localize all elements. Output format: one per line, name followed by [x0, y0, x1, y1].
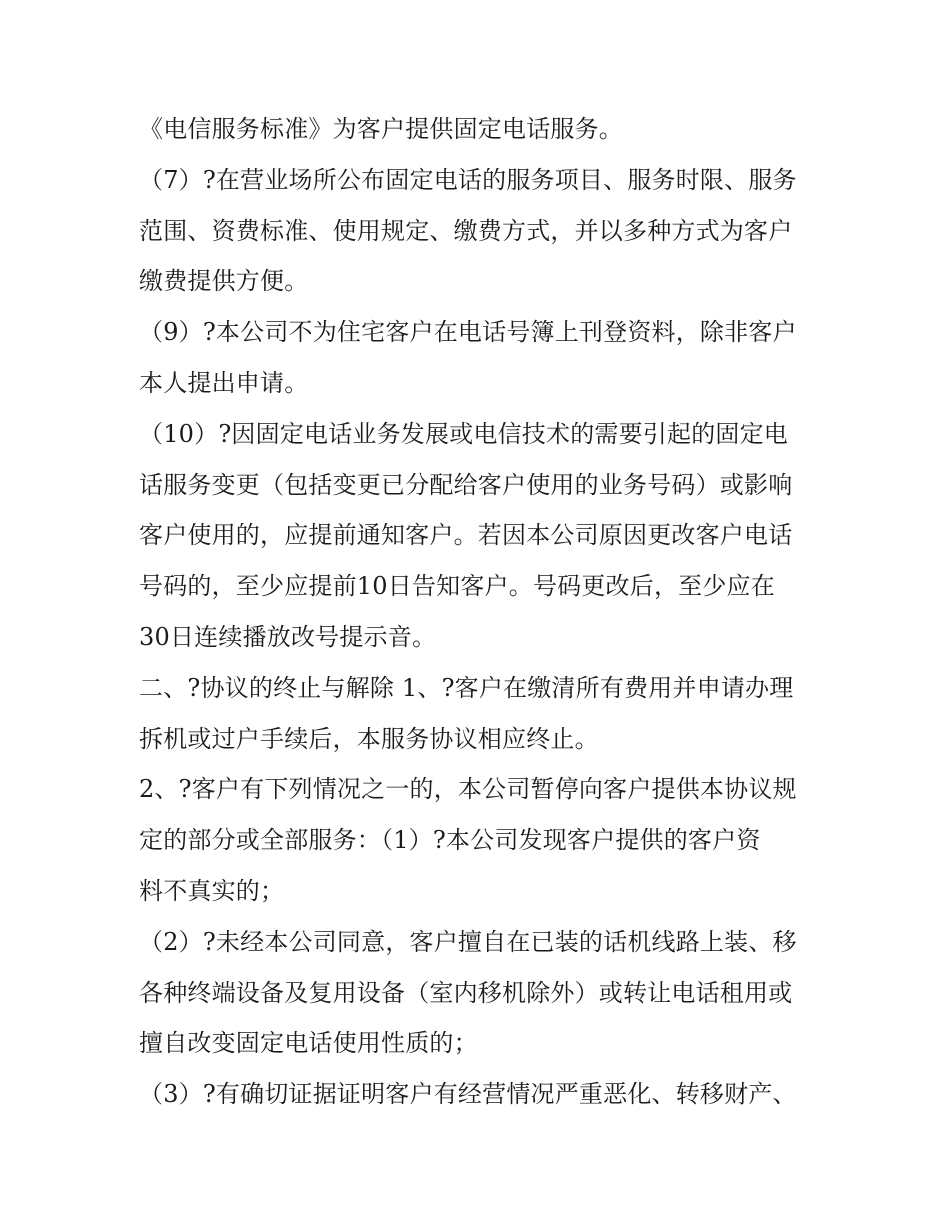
- text-line: 定的部分或全部服务：（1）?本公司发现客户提供的客户资: [139, 826, 761, 855]
- text-line: 拆机或过户手续后，本服务协议相应终止。: [139, 724, 599, 753]
- text-line: （10）?因固定电话业务发展或电信技术的需要引起的固定电: [139, 419, 789, 448]
- text-line: （2）?未经本公司同意，客户擅自在已装的话机线路上装、移: [139, 927, 797, 956]
- text-line: 二、?协议的终止与解除 1、?客户在缴清所有费用并申请办理: [139, 673, 794, 702]
- text-line: 《电信服务标准》为客户提供固定电话服务。: [139, 115, 623, 143]
- text-line: 各种终端设备及复用设备（室内移机除外）或转让电话租用或: [139, 978, 793, 1007]
- text-line: 本人提出申请。: [139, 368, 309, 397]
- text-line: 话服务变更（包括变更已分配给客户使用的业务号码）或影响: [139, 470, 793, 499]
- text-line: 缴费提供方便。: [139, 267, 309, 296]
- text-line: （3）?有确切证据证明客户有经营情况严重恶化、转移财产、: [139, 1080, 797, 1109]
- text-line: 客户使用的，应提前通知客户。若因本公司原因更改客户电话: [139, 521, 793, 550]
- text-line: 范围、资费标准、使用规定、缴费方式，并以多种方式为客户: [139, 216, 793, 245]
- text-line: （7）?在营业场所公布固定电话的服务项目、服务时限、服务: [139, 165, 797, 194]
- text-line: 30日连续播放改号提示音。: [139, 622, 437, 651]
- text-line: 料不真实的；: [139, 876, 285, 905]
- text-line: 擅自改变固定电话使用性质的；: [139, 1029, 478, 1058]
- text-line: 号码的，至少应提前10日告知客户。号码更改后，至少应在: [139, 572, 775, 601]
- text-line: （9）?本公司不为住宅客户在电话号簿上刊登资料，除非客户: [139, 318, 797, 347]
- text-line: 2、?客户有下列情况之一的，本公司暂停向客户提供本协议规: [139, 775, 797, 804]
- document-body: [139, 104, 819, 1120]
